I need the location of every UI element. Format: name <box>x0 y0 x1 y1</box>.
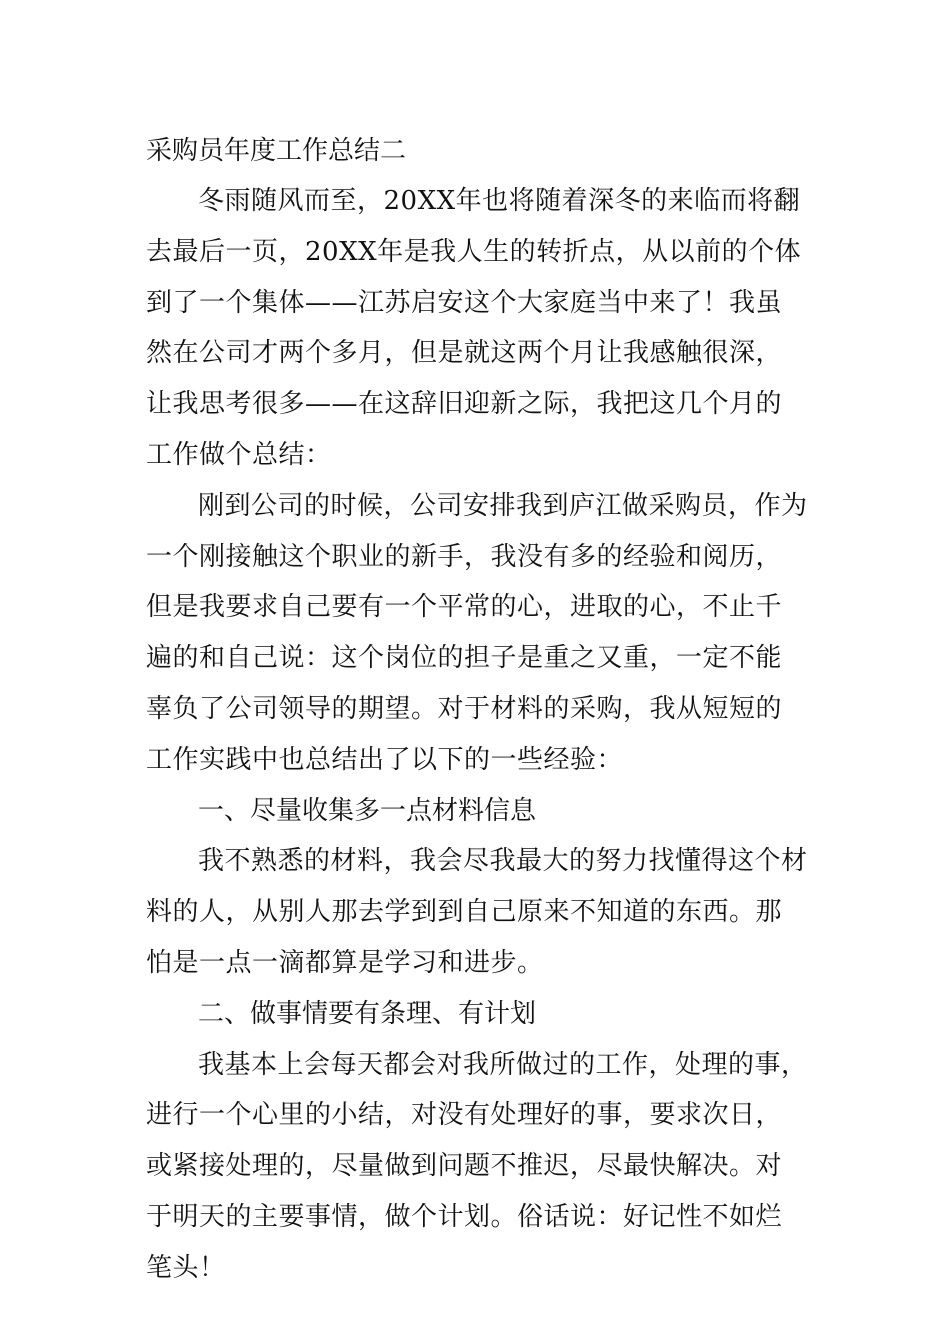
paragraph-experience: 刚到公司的时候，公司安排我到庐江做采购员，作为一个刚接触这个职业的新手，我没有多的经验和阅历，但是我要求自己要有一个平常的心，进取的心，不止千遍的和自己说：这个岗位的担子是重之又重，一定不能辜负了公司领导的期望。对于材料的采购，我从短短的工作实践中也总结出了以下的一些经验： <box>146 490 808 775</box>
document-title: 采购员年度工作总结二 <box>146 136 407 166</box>
paragraph-section-1: 我不熟悉的材料，我会尽我最大的努力找懂得这个材料的人，从别人那去学到到自己原来不知道的东西。那怕是一点一滴都算是学习和进步。 <box>146 846 808 978</box>
section-heading-2: 二、做事情要有条理、有计划 <box>198 998 537 1029</box>
paragraph-intro: 冬雨随风而至，20XX年也将随着深冬的来临而将翻去最后一页，20XX年是我人生的转折点，从以前的个体到了一个集体——江苏启安这个大家庭当中来了！我虽然在公司才两个多月，但是就这两个月让我感触很深，让我思考很多——在这辞旧迎新之际，我把这几个月的工作做个总结： <box>146 186 802 470</box>
document-page <box>146 126 808 1294</box>
section-heading-1: 一、尽量收集多一点材料信息 <box>198 795 537 826</box>
paragraph-section-2: 我基本上会每天都会对我所做过的工作，处理的事，进行一个心里的小结，对没有处理好的事，要求次日，或紧接处理的，尽量做到问题不推迟，尽最快解决。对于明天的主要事情，做个计划。俗话说：好记性不如烂笔头！ <box>146 1049 808 1283</box>
